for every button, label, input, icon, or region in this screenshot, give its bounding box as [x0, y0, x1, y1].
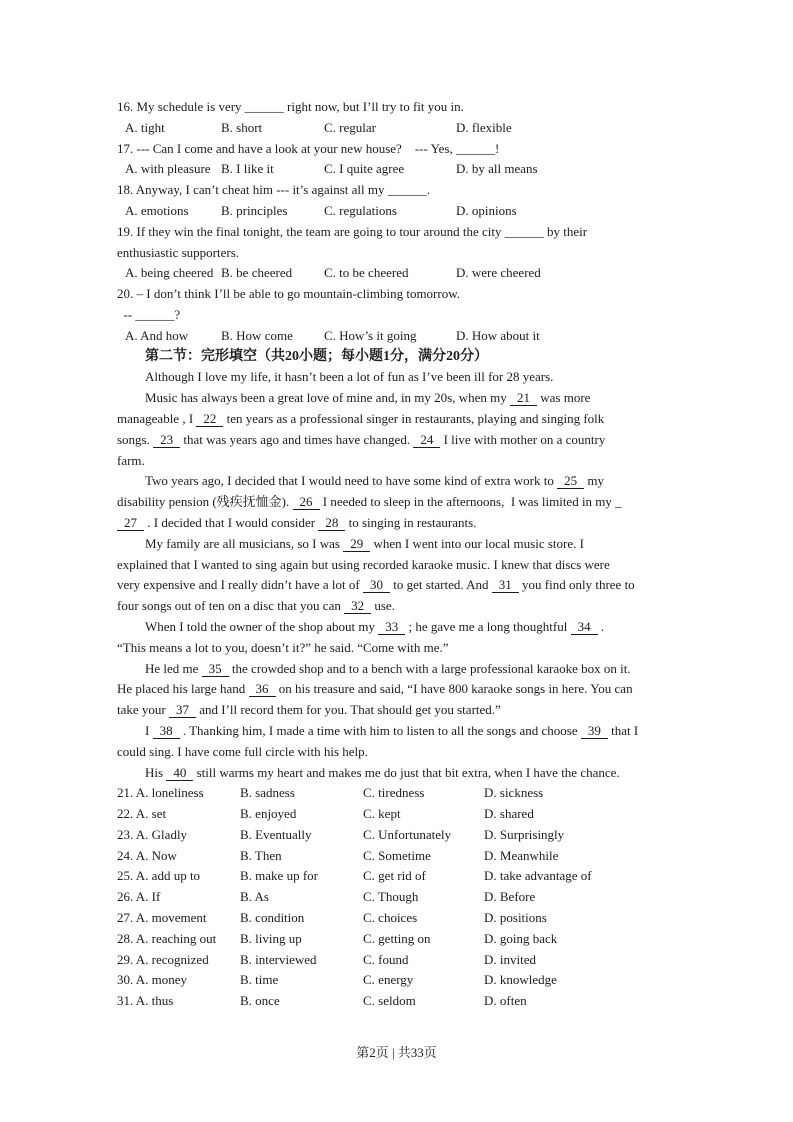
cloze-blank-22: 22 — [196, 411, 223, 427]
option: C. regular — [324, 119, 376, 135]
option: C. Though — [363, 889, 419, 905]
option: C. found — [363, 951, 409, 967]
option: 23. A. Gladly — [117, 826, 188, 842]
passage-line: Music has always been a great love of mine and, in my 20s, when my 21 was more — [145, 390, 591, 406]
option: D. going back — [484, 930, 558, 946]
passage-line: songs. 23 that was years ago and times have changed. 24 I live with mother on a country — [117, 431, 606, 447]
options-row — [117, 950, 677, 971]
question-stem: 16. My schedule is very ______ right now, but I’ll try to fit you in. — [117, 99, 464, 114]
cloze-blank-40: 40 — [166, 765, 193, 781]
cloze-blank-34: 34 — [571, 619, 598, 635]
passage-line: He led me 35 the crowded shop and to a bench with a large professional karaoke box on it. — [145, 660, 631, 676]
option: C. energy — [363, 972, 414, 988]
passage-line: four songs out of ten on a disc that you can 32 use. — [117, 598, 395, 614]
option: B. Eventually — [240, 826, 312, 842]
option: B. I like it — [221, 161, 274, 177]
option: C. I quite agree — [324, 161, 405, 177]
cloze-blank-38: 38 — [153, 723, 180, 739]
cloze-blank-39: 39 — [581, 723, 608, 739]
cloze-blank-30: 30 — [363, 577, 390, 593]
option: B. once — [240, 993, 280, 1009]
options-row — [117, 970, 677, 991]
options-row — [117, 929, 677, 950]
option: C. tiredness — [363, 785, 425, 801]
option: D. by all means — [456, 161, 538, 177]
option: 26. A. If — [117, 889, 161, 905]
option: 27. A. movement — [117, 910, 207, 926]
cloze-blank-35: 35 — [202, 661, 229, 677]
passage-line: disability pension (残疾抚恤金). 26 I needed to sleep in the afternoons, I was limited in my _ — [117, 494, 622, 510]
option: D. Meanwhile — [484, 847, 559, 863]
option: B. interviewed — [240, 951, 317, 967]
option: A. And how — [125, 327, 189, 343]
option: B. enjoyed — [240, 806, 297, 822]
option: B. condition — [240, 910, 305, 926]
option: C. Unfortunately — [363, 826, 452, 842]
option: D. flexible — [456, 119, 512, 135]
passage-line: My family are all musicians, so I was 29 when I went into our local music store. I — [145, 535, 584, 551]
cloze-blank-25: 25 — [557, 473, 584, 489]
option: D. were cheered — [456, 265, 541, 281]
passage-line: Although I love my life, it hasn’t been a lot of fun as I’ve been ill for 28 years. — [145, 369, 554, 385]
option: D. How about it — [456, 327, 540, 343]
passage-line: 27 . I decided that I would consider 28 to singing in restaurants. — [117, 513, 677, 534]
cloze-blank-21: 21 — [510, 390, 537, 406]
cloze-blank-32: 32 — [344, 598, 371, 614]
option: C. get rid of — [363, 868, 426, 884]
passage-line: explained that I wanted to sing again but using recorded karaoke music. I knew that discs were — [117, 556, 610, 572]
option: 29. A. recognized — [117, 951, 209, 967]
passage-line: “This means a lot to you, doesn’t it?” he said. “Come with me.” — [117, 639, 449, 655]
option: B. How come — [221, 327, 293, 343]
options-row — [117, 783, 677, 804]
option: C. to be cheered — [324, 265, 409, 281]
option: D. take advantage of — [484, 868, 592, 884]
option: C. Sometime — [363, 847, 431, 863]
passage-line: Two years ago, I decided that I would need to have some kind of extra work to 25 my — [145, 473, 604, 489]
option: A. tight — [125, 119, 165, 135]
cloze-blank-24: 24 — [413, 432, 440, 448]
option: D. knowledge — [484, 972, 557, 988]
options-row — [117, 908, 677, 929]
option: C. getting on — [363, 930, 431, 946]
cloze-blank-28: 28 — [318, 515, 345, 531]
option: A. emotions — [125, 202, 189, 218]
option: B. living up — [240, 930, 302, 946]
option: A. with pleasure — [125, 161, 211, 177]
option: B. As — [240, 889, 269, 905]
option: B. make up for — [240, 868, 318, 884]
option: D. invited — [484, 951, 536, 967]
passage-line: take your 37 and I’ll record them for you. That should get you started.” — [117, 702, 501, 718]
option: 21. A. loneliness — [117, 785, 204, 801]
question-stem: 19. If they win the final tonight, the team are going to tour around the city ______ by their — [117, 223, 588, 239]
cloze-blank-27: 27 — [117, 515, 144, 531]
options-row — [117, 118, 677, 139]
option: C. kept — [363, 806, 401, 822]
options-row — [117, 991, 677, 1012]
passage-line: His 40 still warms my heart and makes me do just that bit extra, when I have the chance. — [145, 764, 620, 780]
option: 22. A. set — [117, 806, 167, 822]
option: C. choices — [363, 910, 418, 926]
options-row — [117, 846, 677, 867]
passage-line: farm. — [117, 452, 145, 468]
passage-line: could sing. I have come full circle with his help. — [117, 743, 368, 759]
options-row — [117, 866, 677, 887]
questions-16-20 — [117, 97, 677, 347]
option: B. Then — [240, 847, 282, 863]
option: D. positions — [484, 910, 547, 926]
option: 31. A. thus — [117, 993, 174, 1009]
cloze-blank-36: 36 — [249, 681, 276, 697]
options-row — [117, 201, 677, 222]
question-stem: -- ______? — [117, 306, 181, 322]
question-stem: 18. Anyway, I can’t cheat him --- it’s against all my ______. — [117, 182, 431, 198]
options-row — [117, 804, 677, 825]
option: D. Before — [484, 889, 536, 905]
option: 24. A. Now — [117, 847, 177, 863]
option: A. being cheered — [125, 265, 214, 281]
options-row — [117, 326, 677, 347]
cloze-blank-26: 26 — [293, 494, 320, 510]
option: D. Surprisingly — [484, 826, 565, 842]
cloze-blank-37: 37 — [169, 702, 196, 718]
passage-line: I 38 . Thanking him, I made a time with him to listen to all the songs and choose 39 that I — [145, 722, 639, 738]
option: B. be cheered — [221, 265, 293, 281]
passage-line: very expensive and I really didn’t have a lot of 30 to get started. And 31 you find only three to — [117, 577, 635, 593]
passage-line: manageable , I 22 ten years as a professional singer in restaurants, playing and singing folk — [117, 410, 605, 426]
options-row — [117, 263, 677, 284]
cloze-blank-31: 31 — [492, 577, 519, 593]
option: D. often — [484, 993, 527, 1009]
page-footer: 第2页 | 共33页 — [356, 1045, 437, 1060]
option: B. principles — [221, 202, 288, 218]
cloze-passage — [117, 367, 677, 783]
option: D. opinions — [456, 202, 517, 218]
option: 28. A. reaching out — [117, 930, 217, 946]
section-heading: 第二节：完形填空（共20小题；每小题1分，满分20分） — [145, 348, 488, 364]
cloze-blank-29: 29 — [343, 536, 370, 552]
option: C. How’s it going — [324, 327, 417, 343]
options-row — [117, 159, 677, 180]
passage-line: He placed his large hand 36 on his treasure and said, “I have 800 karaoke songs in here. You can — [117, 681, 633, 697]
question-stem: enthusiastic supporters. — [117, 244, 240, 260]
exam-content — [117, 97, 677, 1012]
question-stem: 20. – I don’t think I’ll be able to go mountain-climbing tomorrow. — [117, 286, 461, 302]
option: B. sadness — [240, 785, 295, 801]
cloze-blank-33: 33 — [378, 619, 405, 635]
option: B. short — [221, 119, 263, 135]
option: 30. A. money — [117, 972, 188, 988]
option: 25. A. add up to — [117, 868, 201, 884]
option: D. sickness — [484, 785, 544, 801]
question-stem: 17. --- Can I come and have a look at your new house? --- Yes, ______! — [117, 140, 500, 156]
option: C. seldom — [363, 993, 416, 1009]
cloze-options-21-31 — [117, 783, 677, 1012]
options-row — [117, 825, 677, 846]
option: D. shared — [484, 806, 534, 822]
passage-line: When I told the owner of the shop about my 33 ; he gave me a long thoughtful 34 . — [145, 618, 605, 634]
cloze-blank-23: 23 — [153, 432, 180, 448]
option: B. time — [240, 972, 279, 988]
options-row — [117, 887, 677, 908]
option: C. regulations — [324, 202, 397, 218]
